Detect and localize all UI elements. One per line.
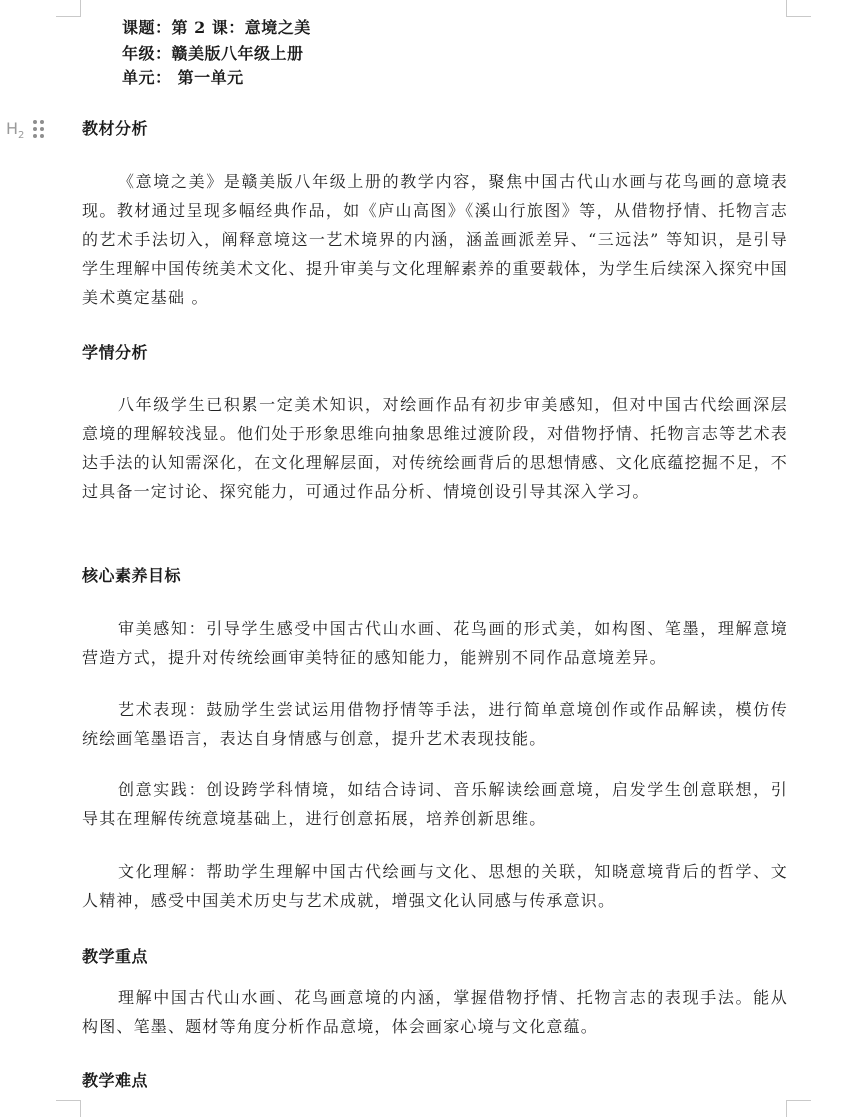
crop-mark: [786, 16, 811, 17]
drag-handle-icon[interactable]: [33, 120, 45, 138]
heading-material-analysis: 教材分析: [82, 119, 149, 138]
lesson-topic: 课题：第 2 课：意境之美: [122, 18, 311, 37]
heading-marker-letter: H: [6, 119, 19, 138]
crop-mark: [80, 0, 81, 16]
crop-mark: [786, 1100, 811, 1101]
paragraph-material-analysis: 《意境之美》是赣美版八年级上册的教学内容，聚焦中国古代山水画与花鸟画的意境表现。教材通过呈现多幅经典作品，如《庐山高图》《溪山行旅图》等，从借物抒情、托物言志的艺术手法切入，阐释意境这一艺术境界的内涵，涵盖画派差异、“三远法” 等知识，是引导学生理解中国传统美术文化、提升审美与文化理解素养的重要载体，为学生后续深入探究中国美术奠定基础 。: [82, 172, 788, 307]
crop-mark: [786, 1100, 787, 1117]
crop-mark: [56, 16, 81, 17]
goal-artistic-expression: 艺术表现：鼓励学生尝试运用借物抒情等手法，进行简单意境创作或作品解读，模仿传统绘画笔墨语言，表达自身情感与创意，提升艺术表现技能。: [82, 700, 788, 748]
heading-student-analysis: 学情分析: [82, 343, 149, 362]
heading-key-points: 教学重点: [82, 947, 149, 966]
goal-creative-practice: 创意实践：创设跨学科情境，如结合诗词、音乐解读绘画意境，启发学生创意联想，引导其在理解传统意境基础上，进行创意拓展，培养创新思维。: [82, 780, 788, 828]
heading-marker-level: 2: [18, 130, 25, 142]
goal-aesthetic-perception: 审美感知：引导学生感受中国古代山水画、花鸟画的形式美，如构图、笔墨，理解意境营造方式，提升对传统绘画审美特征的感知能力，能辨别不同作品意境差异。: [82, 619, 788, 667]
heading-core-goals: 核心素养目标: [82, 566, 182, 585]
goal-cultural-understanding: 文化理解：帮助学生理解中国古代绘画与文化、思想的关联，知晓意境背后的哲学、文人精神，感受中国美术历史与艺术成就，增强文化认同感与传承意识。: [82, 862, 788, 910]
paragraph-key-points: 理解中国古代山水画、花鸟画意境的内涵，掌握借物抒情、托物言志的表现手法。能从构图、笔墨、题材等角度分析作品意境，体会画家心境与文化意蕴。: [82, 988, 788, 1036]
lesson-grade: 年级：赣美版八年级上册: [122, 44, 304, 63]
crop-mark: [80, 1100, 81, 1117]
lesson-unit: 单元： 第一单元: [122, 68, 244, 87]
heading-difficulties: 教学难点: [82, 1071, 149, 1090]
crop-mark: [786, 0, 787, 16]
heading-level-marker[interactable]: [6, 119, 24, 141]
crop-mark: [56, 1100, 81, 1101]
paragraph-student-analysis: 八年级学生已积累一定美术知识，对绘画作品有初步审美感知，但对中国古代绘画深层意境的理解较浅显。他们处于形象思维向抽象思维过渡阶段，对借物抒情、托物言志等艺术表达手法的认知需深化，在文化理解层面，对传统绘画背后的思想情感、文化底蕴挖掘不足，不过具备一定讨论、探究能力，可通过作品分析、情境创设引导其深入学习。: [82, 395, 788, 501]
